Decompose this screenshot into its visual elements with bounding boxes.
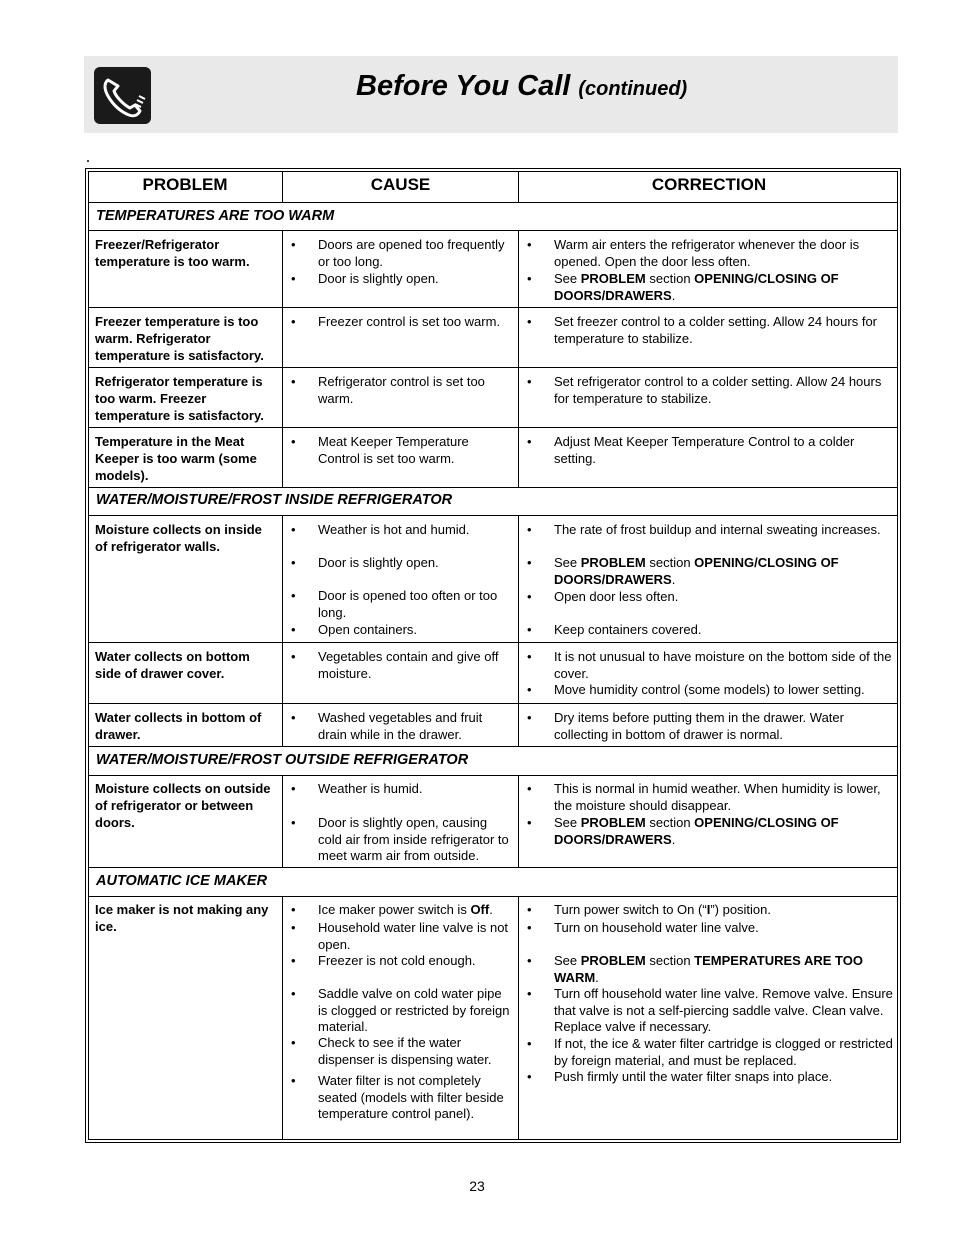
table-rule [518,515,519,746]
cause-item: • Weather is humid. [318,781,512,798]
problem-text: Moisture collects on outside of refrigerator or between doors. [95,781,271,830]
correction-item: • Turn off household water line valve. Remove valve. Ensure that valve is not a self-piercing saddle valve. Clean valve. Replace valve if necessary. [554,986,896,1036]
correction-item: • See PROBLEM section OPENING/CLOSING OF DOORS/DRAWERS. [554,815,896,848]
correction-item: • This is normal in humid weather. When humidity is lower, the moisture should disappear. [554,781,896,814]
phone-icon [94,67,151,124]
section-title: WATER/MOISTURE/FROST OUTSIDE REFRIGERATOR [96,752,469,768]
correction-item: • Turn on household water line valve. [554,920,896,937]
stray-dot [87,160,89,162]
problem-text: Water collects on bottom side of drawer cover. [95,649,250,681]
section-title: TEMPERATURES ARE TOO WARM [96,208,335,224]
table-rule [88,202,898,203]
table-rule [88,515,898,516]
table-rule [88,746,898,747]
correction-item: • Keep containers covered. [554,622,896,639]
table-rule [518,230,519,487]
correction-item: • The rate of frost buildup and internal sweating increases. [554,522,896,539]
table-rule [88,487,898,488]
table-rule [282,896,283,1140]
table-rule [88,703,898,704]
correction-item: • Push firmly until the water filter snaps into place. [554,1069,896,1086]
table-rule [282,775,283,867]
correction-item: • Set freezer control to a colder setting. Allow 24 hours for temperature to stabilize. [554,314,896,347]
correction-item: • Warm air enters the refrigerator whenever the door is opened. Open the door less often. [554,237,896,270]
table-rule [282,230,283,487]
table-rule [518,775,519,867]
problem-text: Freezer temperature is too warm. Refrigerator temperature is satisfactory. [95,314,264,363]
cause-item: • Check to see if the water dispenser is dispensing water. [318,1035,512,1068]
table-rule [88,427,898,428]
correction-item: • If not, the ice & water filter cartridge is clogged or restricted by foreign material, and must be replaced. [554,1036,896,1069]
correction-item: • Set refrigerator control to a colder setting. Allow 24 hours for temperature to stabilize. [554,374,896,407]
table-rule [282,515,283,746]
page-number: 23 [469,1178,485,1194]
table-rule [88,775,898,776]
correction-item: • Turn power switch to On (“I”) position. [554,902,896,919]
cause-item: • Doors are opened too frequently or too long. [318,237,512,270]
problem-text: Freezer/Refrigerator temperature is too warm. [95,237,250,269]
cause-item: • Open containers. [318,622,512,639]
problem-text: Refrigerator temperature is too warm. Freezer temperature is satisfactory. [95,374,264,423]
correction-item: • See PROBLEM section TEMPERATURES ARE TOO WARM. [554,953,896,986]
cause-item: • Freezer control is set too warm. [318,314,512,331]
table-rule [88,642,898,643]
title-main: Before You Call [356,70,571,102]
table-rule [88,896,898,897]
problem-text: Ice maker is not making any ice. [95,902,269,934]
cause-item: • Washed vegetables and fruit drain while in the drawer. [318,710,512,743]
cause-item: • Water filter is not completely seated (models with filter beside temperature control panel). [318,1073,512,1123]
table-rule [88,307,898,308]
table-rule [88,230,898,231]
problem-text: Moisture collects on inside of refrigerator walls. [95,522,262,554]
cause-item: • Saddle valve on cold water pipe is clogged or restricted by foreign material. [318,986,512,1036]
cause-item: • Ice maker power switch is Off. [318,902,512,919]
cause-item: • Refrigerator control is set too warm. [318,374,512,407]
section-title: AUTOMATIC ICE MAKER [96,873,268,889]
cause-item: • Vegetables contain and give off moisture. [318,649,512,682]
correction-item: • See PROBLEM section OPENING/CLOSING OF DOORS/DRAWERS. [554,271,896,304]
table-rule [88,367,898,368]
cause-item: • Freezer is not cold enough. [318,953,512,970]
correction-item: • Adjust Meat Keeper Temperature Control to a colder setting. [554,434,896,467]
table-rule [518,896,519,1140]
correction-item: • See PROBLEM section OPENING/CLOSING OF DOORS/DRAWERS. [554,555,896,588]
table-rule [88,867,898,868]
cause-item: • Door is slightly open. [318,555,512,572]
correction-item: • Dry items before putting them in the drawer. Water collecting in bottom of drawer is normal. [554,710,896,743]
cause-item: • Weather is hot and humid. [318,522,512,539]
cause-item: • Door is opened too often or too long. [318,588,512,621]
title-subtitle: (continued) [578,78,688,100]
problem-text: Water collects in bottom of drawer. [95,710,262,742]
column-header-problem: PROBLEM [142,175,228,194]
problem-text: Temperature in the Meat Keeper is too warm (some models). [95,434,257,483]
column-header-correction: CORRECTION [651,175,767,194]
column-header-cause: CAUSE [370,175,431,194]
correction-item: • It is not unusual to have moisture on the bottom side of the cover. [554,649,896,682]
cause-item: • Door is slightly open, causing cold air from inside refrigerator to meet warm air from outside. [318,815,512,865]
cause-item: • Door is slightly open. [318,271,512,288]
section-title: WATER/MOISTURE/FROST INSIDE REFRIGERATOR [96,492,453,508]
cause-item: • Household water line valve is not open. [318,920,512,953]
cause-item: • Meat Keeper Temperature Control is set too warm. [318,434,512,467]
correction-item: • Open door less often. [554,589,896,606]
page-title [356,70,687,103]
correction-item: • Move humidity control (some models) to lower setting. [554,682,896,699]
